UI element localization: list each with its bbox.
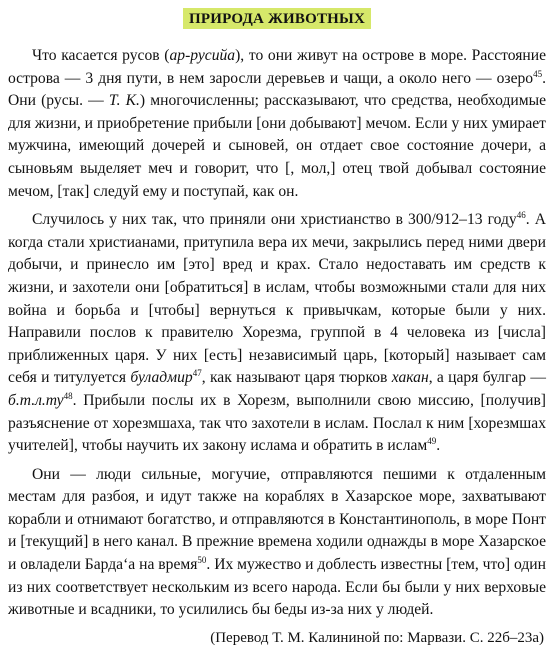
text-run: . Прибыли послы их в Хорезм, выполнили свою миссию, [получив] разъяснение от хорезмшаха, так что захотели в ислам. Послал к ним [хорезмшах учителей], чтобы научить их закону ислама и обратить в ислам	[8, 391, 546, 455]
text-run: .	[436, 437, 441, 455]
footnote-ref: 50	[197, 554, 207, 565]
footnote-ref: 47	[192, 368, 202, 379]
source-citation: (Перевод Т. М. Калининой по: Марвази. С. 22б–23а)	[210, 629, 544, 646]
text-run: Что касается русов (	[32, 47, 170, 64]
text-run: ), то они живут на острове в море. Расстояние острова — 3 дня пути, в нем заросли деревьев и чащи, а около него — озеро	[8, 47, 547, 87]
italic-text: ар-русийа	[169, 47, 236, 64]
footnote-ref: 48	[63, 390, 73, 401]
footnote-ref: 46	[516, 209, 526, 220]
text-run: , а царя булгар —	[428, 369, 546, 387]
italic-text: б.т.л.ту	[8, 391, 64, 409]
paragraph-3	[8, 464, 546, 622]
text-run: Они — люди сильные, могучие, отправляются пешими к отдаленным местам для разбоя, и идут также на кораблях в Хазарское море, захватывают корабли и отнимают богатство, и отправляются в Константинополь, в море Понт и [текущий] в него канал. В прежние времена ходили однажды в море Хазарское и овладели Барда‘а на время	[8, 465, 546, 574]
italic-text: хакан	[391, 369, 429, 387]
paragraph-1	[8, 45, 546, 203]
text-run: . А когда стали христианами, притупила вера их мечи, закрылись перед ними двери добычи, и принесло им [это] вред и крах. Стало недоставать им средств к жизни, и захотели они [обратиться] в ислам, чтобы возможными стали для них война и борьба и [чтобы] вернуться к привычкам, которые были у них. Направили послов к правителю Хорезма, группой в 4 человека из [числа] приближенных царя. У них [есть] независимый царь, [который] называет сам себя и титулуется	[8, 211, 546, 387]
section-title: ПРИРОДА ЖИВОТНЫХ	[183, 8, 371, 29]
text-run: . Их мужество и доблесть известны [тем, что] один из них соответствует нескольким из всего народа. Если бы были у них верховые животные и всадники, то усилились бы беды из-за них у людей.	[8, 556, 546, 619]
title-wrap	[8, 8, 546, 29]
text-run: Случилось у них так, что приняли они христианство в 300/912–13 году	[32, 211, 517, 229]
footnote-ref: 45	[533, 68, 543, 79]
footnote-ref: 49	[427, 435, 437, 446]
italic-text: буладмир	[130, 369, 193, 387]
text-run: , как называют царя тюрков	[201, 369, 392, 387]
italic-text: Т. К.	[108, 92, 140, 110]
text-run: ) многочисленны; рассказывают, что средства, необходимые для жизни, и приобретение прибыли [они добывают] мечом. Если у них умирает мужчина, имеющий дочерей и сыновей, он отдает свое состояние дочери, а сыновьям выделяет меч и говорит, что [, мол,] отец твой добывал состояние мечом, [так] следуй ему и поступай, как он.	[8, 92, 546, 200]
text-run: . Они (русы. —	[8, 69, 546, 110]
paragraph-2	[8, 209, 546, 458]
document-page	[8, 8, 546, 648]
